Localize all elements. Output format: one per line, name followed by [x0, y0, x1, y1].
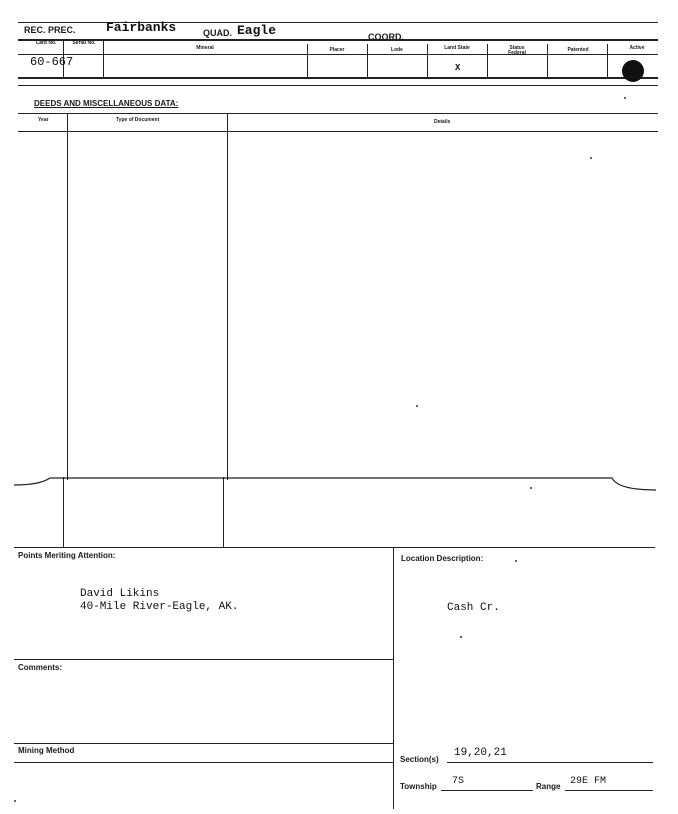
header-columns-bottom-rule: [18, 77, 658, 79]
header-columns-mid-rule: [18, 54, 658, 55]
header-divider-8: [607, 44, 608, 77]
patented-header: Patented: [567, 47, 589, 53]
section-value: 19,20,21: [454, 747, 507, 759]
speck: [624, 97, 626, 99]
range-label: Range: [536, 782, 561, 791]
page-fold-line: [0, 466, 678, 496]
speck: [460, 636, 462, 638]
speck: [515, 560, 517, 562]
header-divider-2: [103, 39, 104, 77]
deeds-header-rule: [18, 131, 658, 132]
range-underline: [565, 790, 653, 791]
lower-top-rule: [14, 547, 655, 548]
header-divider-7: [547, 44, 548, 77]
coord-label: COORD.: [368, 32, 404, 42]
serial-no-header: Serial No.: [72, 40, 96, 46]
points-line-2: 40-Mile River-Eagle, AK.: [80, 601, 239, 613]
mineral-header: Mineral: [196, 45, 214, 51]
deeds-divider-right: [227, 113, 228, 480]
land-state-header: Land State: [444, 45, 470, 51]
speck: [416, 405, 418, 407]
location-label: Location Description:: [401, 554, 484, 563]
township-underline: [441, 790, 533, 791]
location-value: Cash Cr.: [447, 602, 500, 614]
points-label: Points Meriting Attention:: [18, 551, 116, 560]
land-state-mark: X: [455, 63, 461, 73]
deeds-col-details: Details: [434, 119, 451, 125]
range-value: 29E FM: [570, 776, 607, 787]
active-header: Active: [629, 45, 645, 51]
header-divider-3: [307, 44, 308, 77]
quad-label: QUAD.: [203, 28, 232, 38]
speck: [530, 487, 532, 489]
rec-prec-value: Fairbanks: [106, 20, 177, 35]
card-no-header: Card No.: [35, 40, 57, 46]
lode-header: Lode: [391, 47, 403, 53]
section-underline: [447, 762, 653, 763]
speck: [590, 157, 592, 159]
township-value: 7S: [452, 776, 465, 787]
deeds-top-rule: [18, 113, 658, 114]
header-divider-5: [427, 44, 428, 77]
speck: [14, 800, 16, 802]
card-no-value: 60-667: [30, 55, 74, 69]
section-label: Section(s): [400, 755, 439, 764]
mining-bottom-rule: [14, 762, 393, 763]
deeds-title: DEEDS AND MISCELLANEOUS DATA:: [34, 99, 179, 108]
mining-top-rule: [14, 743, 393, 744]
comments-label: Comments:: [18, 663, 63, 672]
placer-header: Placer: [329, 47, 345, 53]
lower-center-divider: [393, 547, 394, 809]
status-federal-header: Status Federal: [508, 45, 526, 56]
header-lower-rule: [18, 85, 658, 86]
active-punch-hole: [622, 60, 644, 82]
deeds-col-type: Type of Document: [116, 117, 160, 123]
header-columns-top-rule: [18, 39, 658, 41]
points-line-1: David Likins: [80, 588, 160, 600]
comments-top-rule: [14, 659, 393, 660]
township-label: Township: [400, 782, 437, 791]
header-divider-4: [367, 44, 368, 77]
mining-method-label: Mining Method: [18, 746, 75, 755]
deeds-col-year: Year: [38, 117, 49, 123]
quad-value: Eagle: [237, 23, 277, 38]
header-divider-6: [487, 44, 488, 77]
rec-prec-label: REC. PREC.: [24, 25, 76, 35]
deeds-divider-left: [67, 113, 68, 480]
